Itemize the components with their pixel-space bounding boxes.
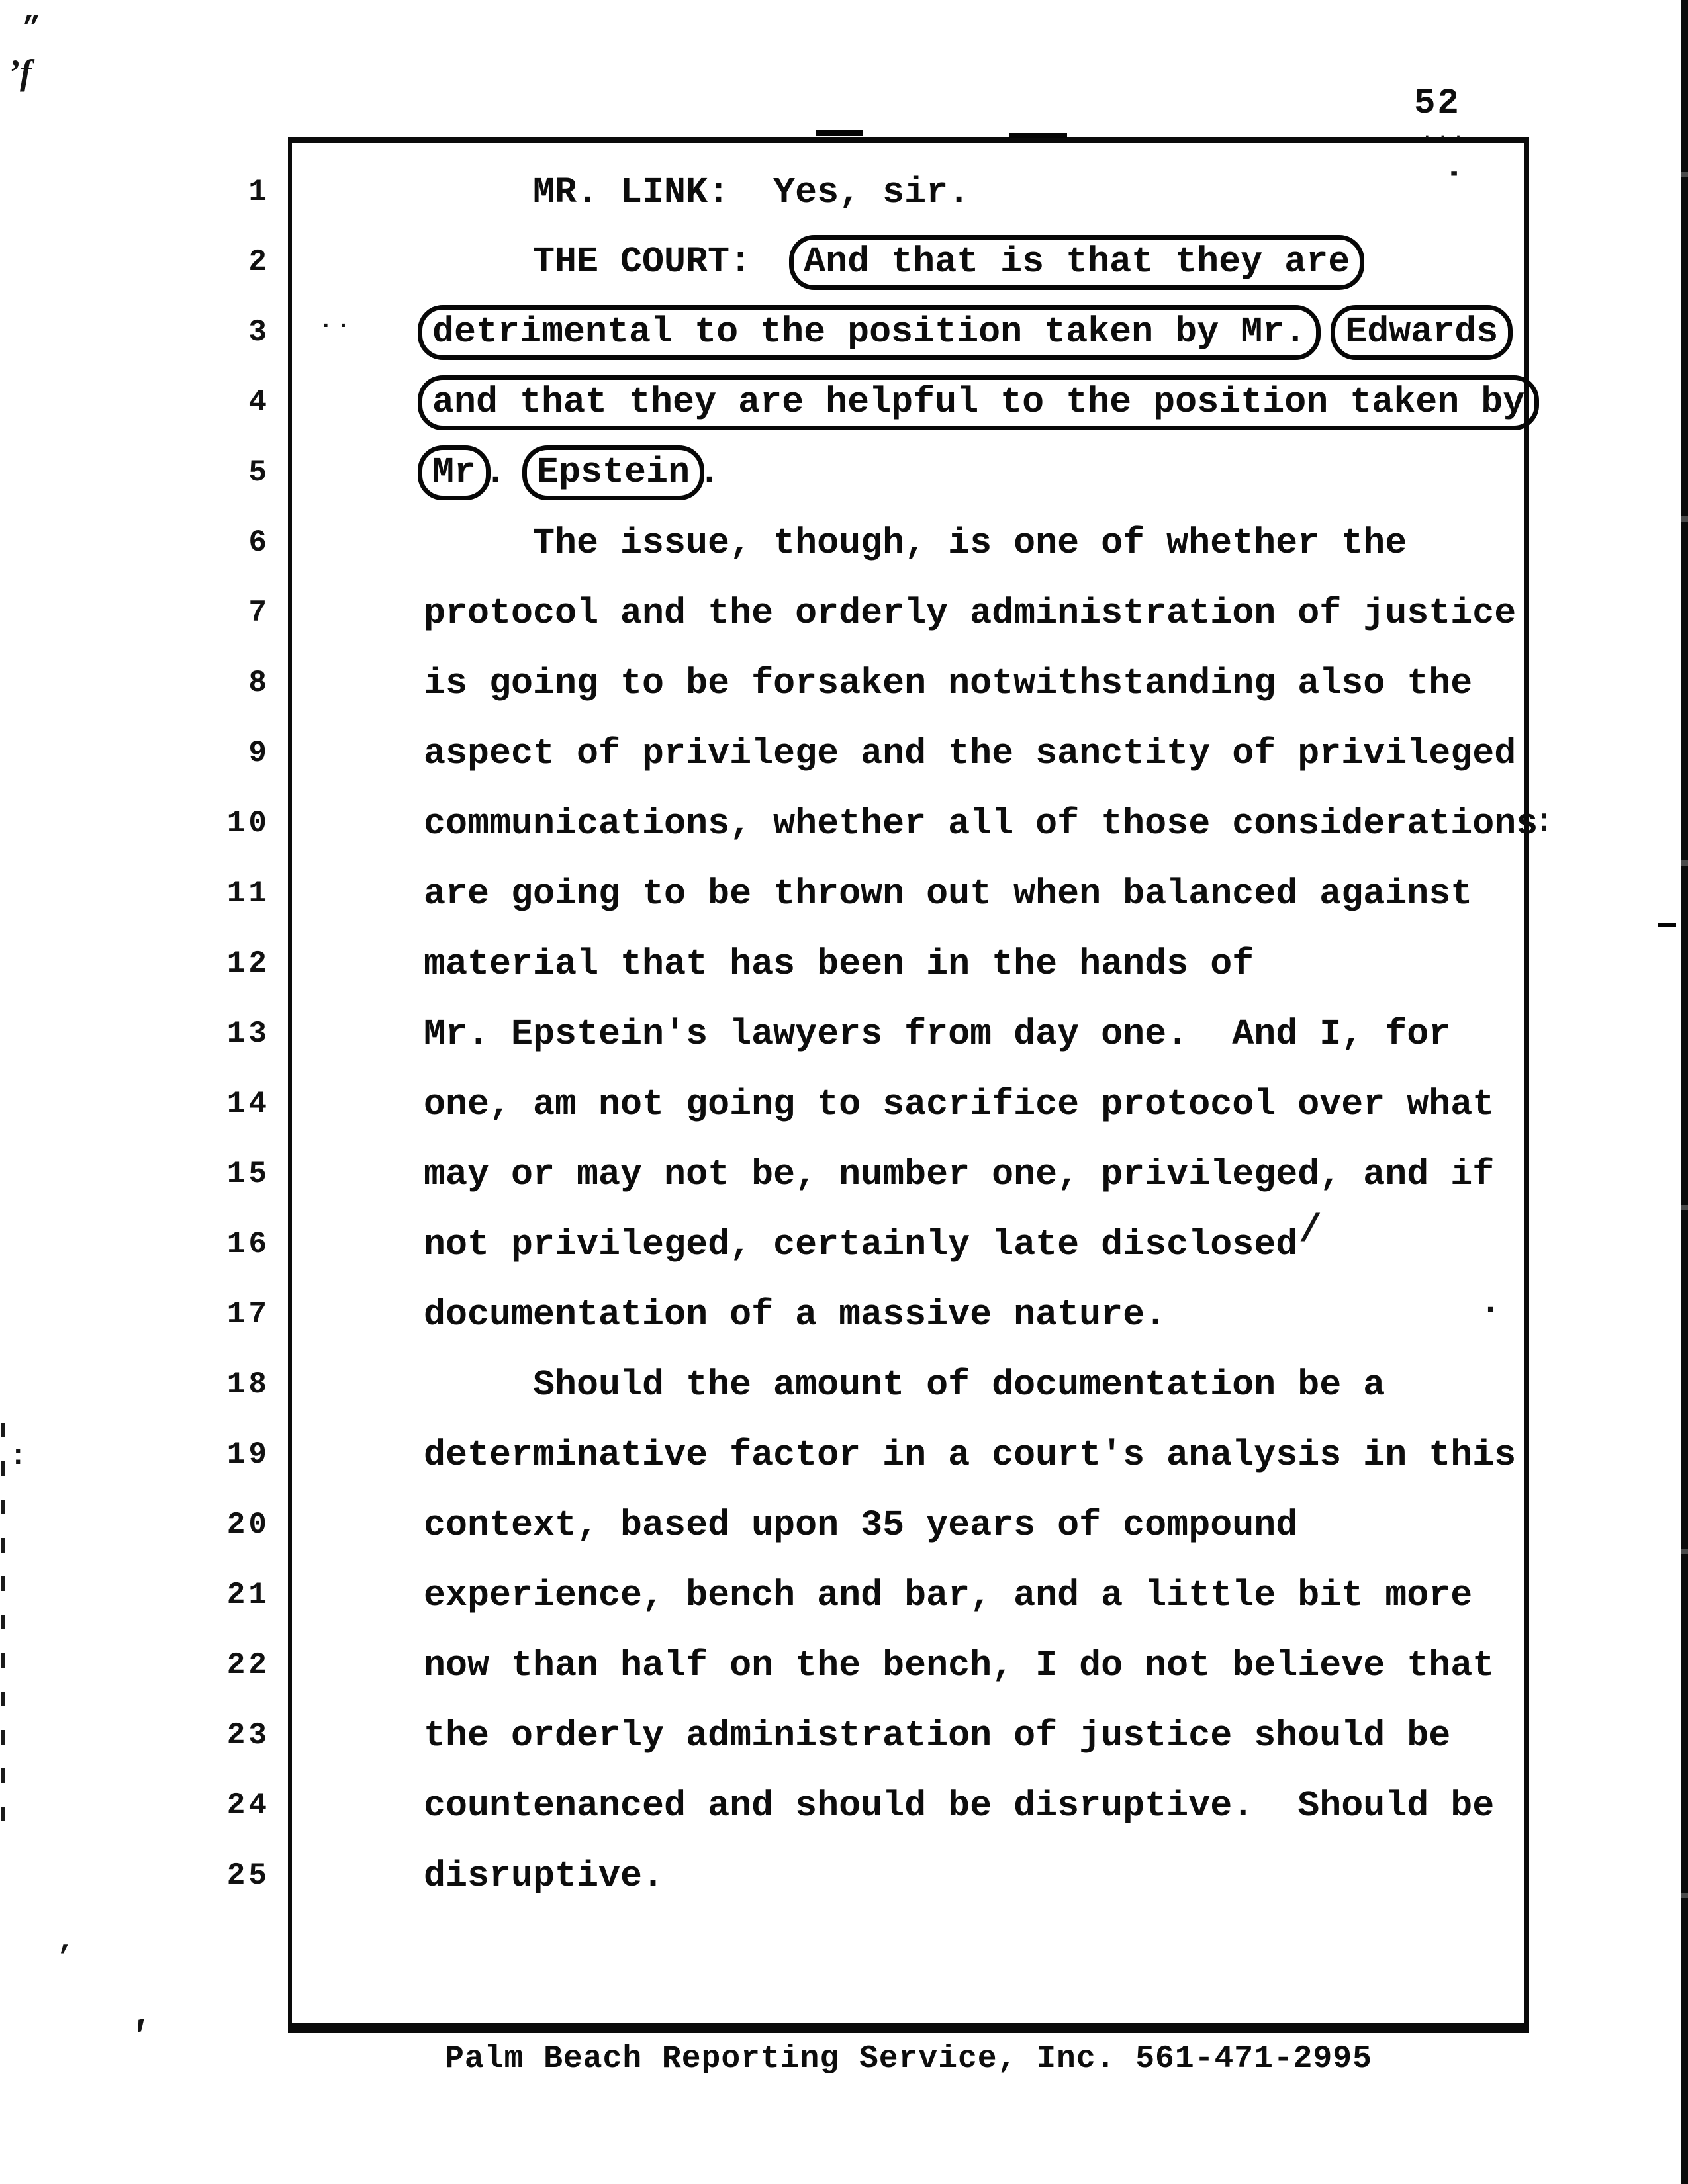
transcript-line	[0, 157, 1688, 227]
line-text	[278, 1645, 1494, 1686]
transcript-line	[0, 508, 1688, 578]
line-text	[278, 235, 1358, 290]
ink-mark: ··	[319, 314, 354, 339]
boxed-annotation: And that is that they are	[789, 235, 1364, 290]
ink-mark: /	[1299, 1210, 1322, 1253]
dialogue-text: material that has been in the hands of	[424, 942, 1254, 985]
transcript-line	[0, 1349, 1688, 1420]
transcript-line	[0, 1700, 1688, 1770]
transcript-line	[0, 1279, 1688, 1349]
boxed-annotation: detrimental to the position taken by Mr.	[418, 305, 1321, 360]
transcript-line	[0, 297, 1688, 367]
dialogue-text: experience, bench and bar, and a little bit more	[424, 1574, 1473, 1616]
line-number: 21	[226, 1578, 270, 1612]
line-text	[278, 171, 970, 213]
line-number: 18	[226, 1367, 270, 1402]
line-text	[278, 803, 1538, 844]
transcript-line	[0, 437, 1688, 508]
line-number: 13	[226, 1017, 270, 1051]
line-text	[278, 375, 1533, 430]
line-text	[278, 873, 1472, 915]
speaker-label: THE COURT:	[533, 240, 796, 283]
page-number: 52	[1414, 83, 1461, 124]
line-number: 19	[226, 1437, 270, 1472]
dialogue-text: .	[698, 451, 721, 493]
dialogue-text: documentation of a massive nature.	[424, 1293, 1167, 1336]
dialogue-text: MR. LINK: Yes, sir.	[533, 171, 970, 213]
transcript-line	[0, 1420, 1688, 1490]
transcript-line	[0, 788, 1688, 858]
dialogue-text: may or may not be, number one, privileged, and if	[424, 1153, 1495, 1195]
scan-edge-artifact	[1681, 0, 1688, 2184]
transcript-line	[0, 1560, 1688, 1630]
dialogue-text: disruptive.	[424, 1854, 665, 1897]
scan-edge-artifact	[1, 1423, 5, 1833]
transcript-line	[0, 227, 1688, 297]
dialogue-text: .	[485, 451, 529, 493]
transcript-line	[0, 858, 1688, 929]
dialogue-text: context, based upon 35 years of compound	[424, 1504, 1298, 1546]
line-text	[278, 445, 720, 500]
dialogue-text: The issue, though, is one of whether the	[533, 522, 1407, 564]
line-number: 14	[226, 1087, 270, 1121]
line-text	[278, 1224, 1297, 1265]
transcript-line	[0, 367, 1688, 437]
line-text	[278, 1715, 1450, 1756]
transcript-line	[0, 1770, 1688, 1841]
boxed-annotation: Epstein	[522, 445, 704, 500]
transcript-line	[0, 1069, 1688, 1139]
ink-mark: ˙	[1442, 167, 1467, 214]
line-number: 17	[226, 1297, 270, 1332]
line-text	[278, 1154, 1494, 1195]
transcript-line	[0, 1209, 1688, 1279]
transcript-line	[0, 999, 1688, 1069]
boxed-annotation: and that they are helpful to the position taken by	[418, 375, 1539, 430]
line-text	[278, 522, 1407, 564]
ink-mark: ’f	[8, 52, 32, 92]
footer-text: Palm Beach Reporting Service, Inc. 561-471-2995	[445, 2041, 1372, 2077]
ink-mark: ,	[125, 1991, 156, 2038]
line-text	[278, 1364, 1385, 1406]
line-number: 12	[226, 946, 270, 981]
line-number: 25	[226, 1858, 270, 1893]
line-text	[278, 943, 1254, 985]
line-text	[278, 662, 1472, 704]
transcript-line	[0, 578, 1688, 648]
dialogue-text: not privileged, certainly late disclosed	[424, 1223, 1298, 1265]
line-number: 5	[248, 455, 270, 490]
line-text	[278, 1434, 1516, 1476]
boxed-annotation: Mr	[418, 445, 491, 500]
line-text	[278, 1574, 1472, 1616]
transcript-line	[0, 1841, 1688, 1911]
line-number: 4	[248, 385, 270, 420]
dialogue-text: communications, whether all of those considerations	[424, 802, 1538, 844]
dialogue-text: Mr. Epstein's lawyers from day one. And I, for	[424, 1013, 1451, 1055]
line-number: 3	[248, 315, 270, 349]
dialogue-text: the orderly administration of justice should be	[424, 1714, 1451, 1756]
line-number: 23	[226, 1718, 270, 1752]
line-number: 10	[226, 806, 270, 841]
line-number: 6	[248, 525, 270, 560]
line-number: 9	[248, 736, 270, 770]
line-text	[278, 1083, 1494, 1125]
ink-mark: :	[1534, 805, 1554, 841]
ink-mark: ···	[1422, 127, 1469, 147]
dialogue-text: protocol and the orderly administration of justice	[424, 592, 1517, 634]
dialogue-text: one, am not going to sacrifice protocol over what	[424, 1083, 1495, 1125]
line-text	[278, 305, 1507, 360]
scan-dash-artifact	[816, 130, 863, 136]
transcript-line	[0, 1490, 1688, 1560]
line-number: 16	[226, 1227, 270, 1261]
line-number: 22	[226, 1648, 270, 1682]
ink-mark: ’	[56, 1942, 73, 1975]
transcript-line	[0, 648, 1688, 718]
ink-mark: ·	[1480, 1291, 1501, 1330]
dialogue-text: aspect of privilege and the sanctity of privileged	[424, 732, 1517, 774]
transcript-line	[0, 929, 1688, 999]
transcript-line	[0, 1139, 1688, 1209]
transcript-body	[0, 157, 1688, 1911]
dialogue-text: Should the amount of documentation be a	[533, 1363, 1385, 1406]
line-text	[278, 1013, 1450, 1055]
line-number: 7	[248, 596, 270, 630]
transcript-line	[0, 1630, 1688, 1700]
transcript-line	[0, 718, 1688, 788]
line-text	[278, 592, 1516, 634]
line-text	[278, 1504, 1297, 1546]
ink-mark: :	[9, 1440, 27, 1473]
line-number: 1	[248, 175, 270, 209]
line-text	[278, 1855, 664, 1897]
line-number: 8	[248, 666, 270, 700]
line-number: 20	[226, 1508, 270, 1542]
line-text	[278, 1294, 1166, 1336]
line-text	[278, 733, 1516, 774]
dialogue-text: are going to be thrown out when balanced against	[424, 872, 1473, 915]
dialogue-text: determinative factor in a court's analysis in this	[424, 1433, 1517, 1476]
scan-dash-artifact	[1658, 923, 1676, 927]
line-number: 24	[226, 1788, 270, 1823]
line-number: 2	[248, 245, 270, 279]
scan-dash-artifact	[1009, 133, 1067, 138]
dialogue-text: countenanced and should be disruptive. Should be	[424, 1784, 1495, 1827]
line-number: 11	[226, 876, 270, 911]
line-number: 15	[226, 1157, 270, 1191]
dialogue-text: is going to be forsaken notwithstanding also the	[424, 662, 1473, 704]
dialogue-text: now than half on the bench, I do not believe that	[424, 1644, 1495, 1686]
line-text	[278, 1785, 1494, 1827]
ink-mark: ”	[23, 12, 41, 46]
boxed-annotation: Edwards	[1331, 305, 1513, 360]
